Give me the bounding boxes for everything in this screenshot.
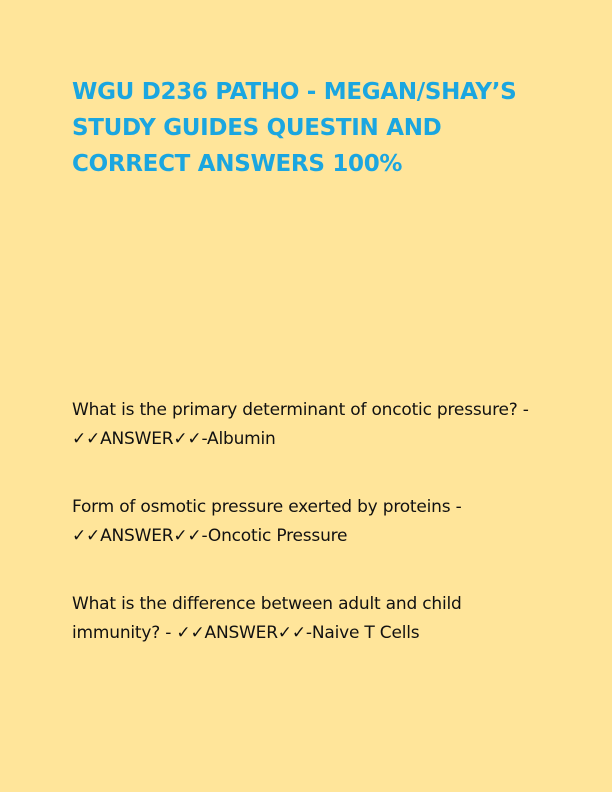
qa-item (72, 493, 542, 551)
question-text: What is the primary determinant of oncotic pressure? - (72, 400, 529, 420)
document-title: WGU D236 PATHO - MEGAN/SHAY’S STUDY GUIDES QUESTIN AND CORRECT ANSWERS 100% (72, 79, 517, 177)
question-text: What is the difference between adult and child immunity? - (72, 594, 462, 643)
question-text: Form of osmotic pressure exerted by proteins - (72, 497, 462, 517)
qa-item (72, 396, 542, 454)
qa-item (72, 590, 542, 648)
answer-text: ✓✓ANSWER✓✓-Oncotic Pressure (72, 526, 348, 546)
answer-text: ✓✓ANSWER✓✓-Naive T Cells (176, 623, 420, 643)
answer-text: ✓✓ANSWER✓✓-Albumin (72, 429, 276, 449)
